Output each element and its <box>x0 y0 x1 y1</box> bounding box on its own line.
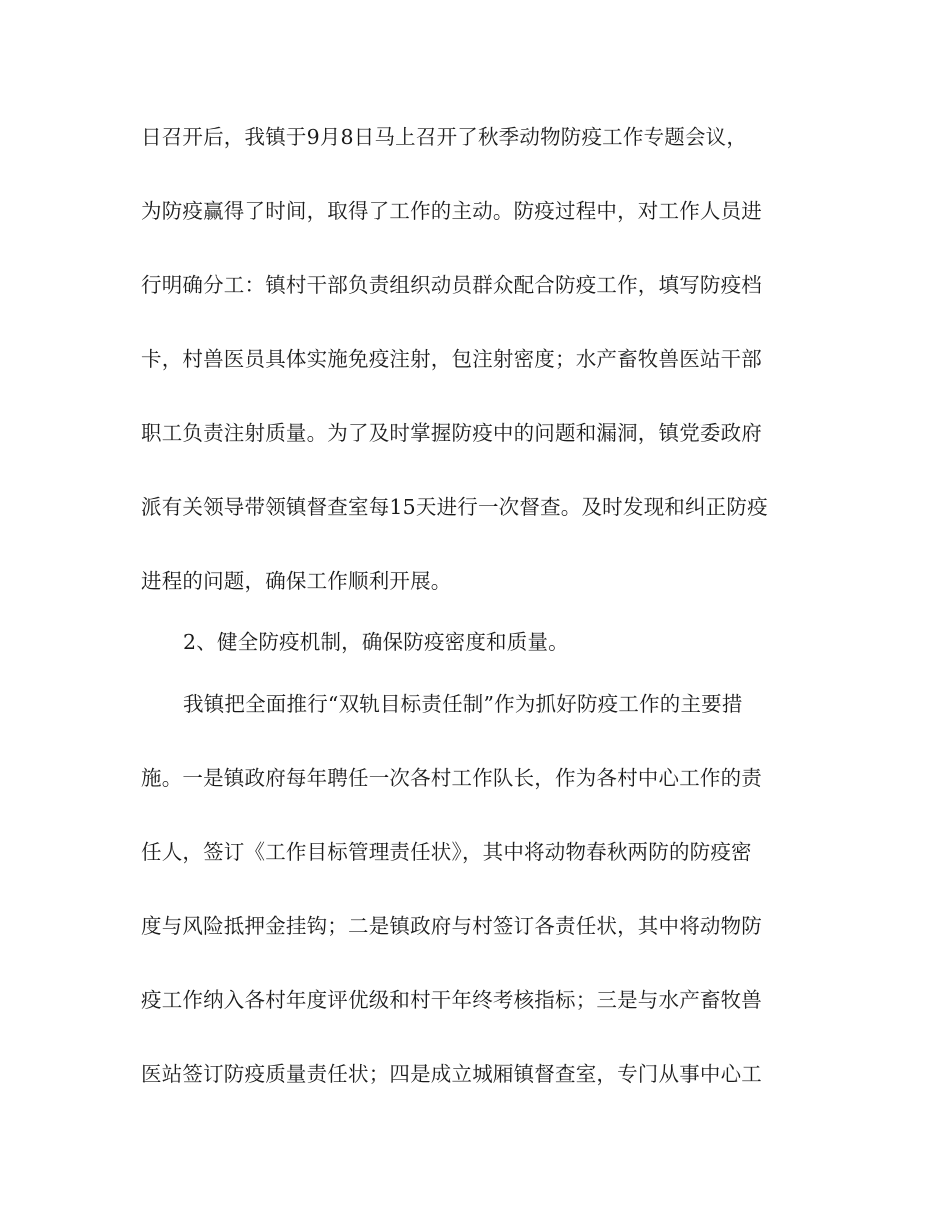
text-line: 职工负责注射质量。为了及时掌握防疫中的问题和漏洞，镇党委政府 <box>141 421 762 445</box>
text-line: 疫工作纳入各村年度评优级和村干年终考核指标；三是与水产畜牧兽 <box>141 988 762 1012</box>
text-line: 为防疫赢得了时间，取得了工作的主动。防疫过程中，对工作人员进 <box>141 199 762 223</box>
text-line: 进程的问题，确保工作顺利开展。 <box>141 569 452 593</box>
text-line: 度与风险抵押金挂钩；二是镇政府与村签订各责任状，其中将动物防 <box>141 914 762 938</box>
text-line: 日召开后，我镇于9月8日马上召开了秋季动物防疫工作专题会议， <box>141 125 748 149</box>
text-line: 派有关领导带领镇督查室每15天进行一次督查。及时发现和纠正防疫 <box>141 495 768 519</box>
text-line: 医站签订防疫质量责任状；四是成立城厢镇督查室，专门从事中心工 <box>141 1062 762 1086</box>
text-line: 任人，签订《工作目标管理责任状》，其中将动物春秋两防的防疫密 <box>141 840 752 864</box>
paragraph-start: 我镇把全面推行“双轨目标责任制”作为抓好防疫工作的主要措 <box>183 692 743 716</box>
text-line: 卡，村兽医员具体实施免疫注射，包注射密度；水产畜牧兽医站干部 <box>141 347 762 371</box>
section-heading: 2、健全防疫机制，确保防疫密度和质量。 <box>183 630 569 654</box>
text-line: 行明确分工：镇村干部负责组织动员群众配合防疫工作，填写防疫档 <box>141 273 762 297</box>
text-line: 施。一是镇政府每年聘任一次各村工作队长，作为各村中心工作的责 <box>141 766 762 790</box>
